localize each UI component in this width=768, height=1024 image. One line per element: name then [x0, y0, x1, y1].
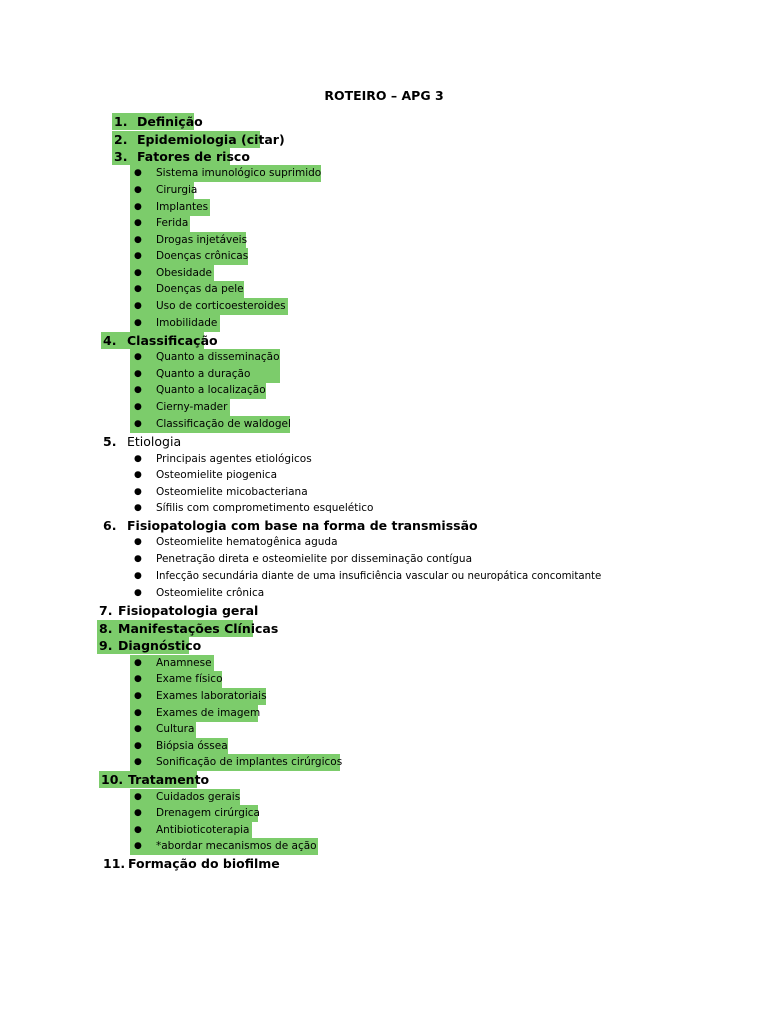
- bullet-icon: ●: [134, 691, 142, 701]
- bullet-item: ● Ferida: [130, 215, 190, 232]
- bullet-icon: ●: [134, 202, 142, 212]
- bullet-item: ● Cierny-mader: [130, 399, 230, 416]
- bullet-icon: ●: [134, 724, 142, 734]
- bullet-icon: ●: [134, 369, 142, 379]
- bullet-item: ● Doenças crônicas: [130, 248, 248, 265]
- heading-classificacao: [101, 332, 218, 349]
- bullet-item: ● Sistema imunológico suprimido: [130, 165, 321, 182]
- bullet-icon: ●: [134, 825, 142, 835]
- bullet-icon: ●: [134, 301, 142, 311]
- bullet-icon: ●: [134, 470, 142, 480]
- heading-definicao: [112, 113, 203, 130]
- bullet-icon: ●: [134, 185, 142, 195]
- heading-number: 6.: [103, 518, 117, 533]
- bullet-icon: ●: [134, 402, 142, 412]
- heading-manifestacoes: [97, 620, 279, 637]
- bullet-item: ● Exames de imagem: [130, 705, 258, 722]
- bullet-icon: ●: [134, 503, 142, 513]
- bullet-item: ● Implantes: [130, 199, 210, 216]
- heading-label: Etiologia: [127, 434, 182, 449]
- heading-label: Tratamento: [128, 772, 210, 787]
- heading-number: 3.: [114, 149, 128, 164]
- heading-number: 1.: [114, 114, 128, 129]
- heading-label: Definição: [137, 114, 203, 129]
- heading-label: Fisiopatologia com base na forma de transmissão: [127, 518, 478, 533]
- bullet-icon: ●: [134, 537, 142, 547]
- bullet-item: ● Quanto a duração: [130, 366, 280, 383]
- bullet-item: ● Cultura: [130, 721, 196, 738]
- heading-biofilme: [101, 855, 280, 872]
- bullet-icon: ●: [134, 235, 142, 245]
- bullet-item: ● Quanto a disseminação: [130, 349, 280, 366]
- heading-number: 4.: [103, 333, 117, 348]
- bullet-item: ● Classificação de waldogel: [130, 416, 290, 433]
- heading-label: Manifestações Clínicas: [118, 621, 279, 636]
- bullet-icon: ●: [134, 658, 142, 668]
- bullet-item: ● Anamnese: [130, 655, 214, 672]
- heading-number: 2.: [114, 132, 128, 147]
- bullet-icon: ●: [134, 352, 142, 362]
- heading-number: 8.: [99, 621, 113, 636]
- heading-number: 5.: [103, 434, 117, 449]
- heading-label: Fatores de risco: [137, 149, 250, 164]
- heading-number: 7.: [99, 603, 113, 618]
- heading-label: Fisiopatologia geral: [118, 603, 259, 618]
- bullet-icon: ●: [134, 741, 142, 751]
- bullet-item: ● Drenagem cirúrgica: [130, 805, 258, 822]
- heading-fisiopatologia-transmissao: [101, 517, 478, 534]
- heading-fisiopatologia-geral: [97, 602, 259, 619]
- heading-diagnostico: [97, 637, 202, 654]
- bullet-icon: ●: [134, 284, 142, 294]
- bullet-item: ● Sonificação de implantes cirúrgicos: [130, 754, 340, 771]
- heading-label: Epidemiologia (citar): [137, 132, 285, 147]
- heading-number: 11.: [103, 856, 126, 871]
- bullet-icon: ●: [134, 454, 142, 464]
- bullet-icon: ●: [134, 251, 142, 261]
- bullet-item: ● Cuidados gerais: [130, 789, 240, 806]
- bullet-icon: ●: [134, 571, 142, 581]
- bullet-item: ● Exames laboratoriais: [130, 688, 266, 705]
- bullet-icon: ●: [134, 385, 142, 395]
- heading-number: 9.: [99, 638, 113, 653]
- bullet-item: ● Exame físico: [130, 671, 222, 688]
- bullet-item: ● Cirurgia: [130, 182, 194, 199]
- bullet-item: ● *abordar mecanismos de ação: [130, 838, 318, 855]
- heading-etiologia: [101, 433, 191, 450]
- heading-epidemiologia: [112, 131, 285, 148]
- bullet-icon: ●: [134, 218, 142, 228]
- bullet-icon: ●: [134, 268, 142, 278]
- bullet-icon: ●: [134, 757, 142, 767]
- heading-label: Diagnóstico: [118, 638, 202, 653]
- bullet-icon: ●: [134, 419, 142, 429]
- bullet-icon: ●: [134, 487, 142, 497]
- bullet-icon: ●: [134, 168, 142, 178]
- document-title: ROTEIRO – APG 3: [324, 88, 444, 103]
- bullet-item: ● Doenças da pele: [130, 281, 244, 298]
- bullet-icon: ●: [134, 554, 142, 564]
- bullet-icon: ●: [134, 841, 142, 851]
- bullet-icon: ●: [134, 708, 142, 718]
- heading-number: 10.: [101, 772, 124, 787]
- heading-tratamento: [99, 771, 210, 788]
- bullet-icon: ●: [134, 588, 142, 598]
- bullet-item: ● Uso de corticoesteroides: [130, 298, 288, 315]
- bullet-item: ● Biópsia óssea: [130, 738, 228, 755]
- bullet-icon: ●: [134, 674, 142, 684]
- bullet-icon: ●: [134, 318, 142, 328]
- bullet-icon: ●: [134, 792, 142, 802]
- bullet-item: ● Antibioticoterapia: [130, 822, 252, 839]
- bullet-item: ● Quanto a localização: [130, 382, 266, 399]
- bullet-item: ● Obesidade: [130, 265, 214, 282]
- heading-fatores-de-risco: [112, 148, 250, 165]
- heading-label: Formação do biofilme: [128, 856, 280, 871]
- bullet-item: ● Drogas injetáveis: [130, 232, 246, 249]
- heading-label: Classificação: [127, 333, 218, 348]
- bullet-icon: ●: [134, 808, 142, 818]
- bullet-item: ● Imobilidade: [130, 315, 220, 332]
